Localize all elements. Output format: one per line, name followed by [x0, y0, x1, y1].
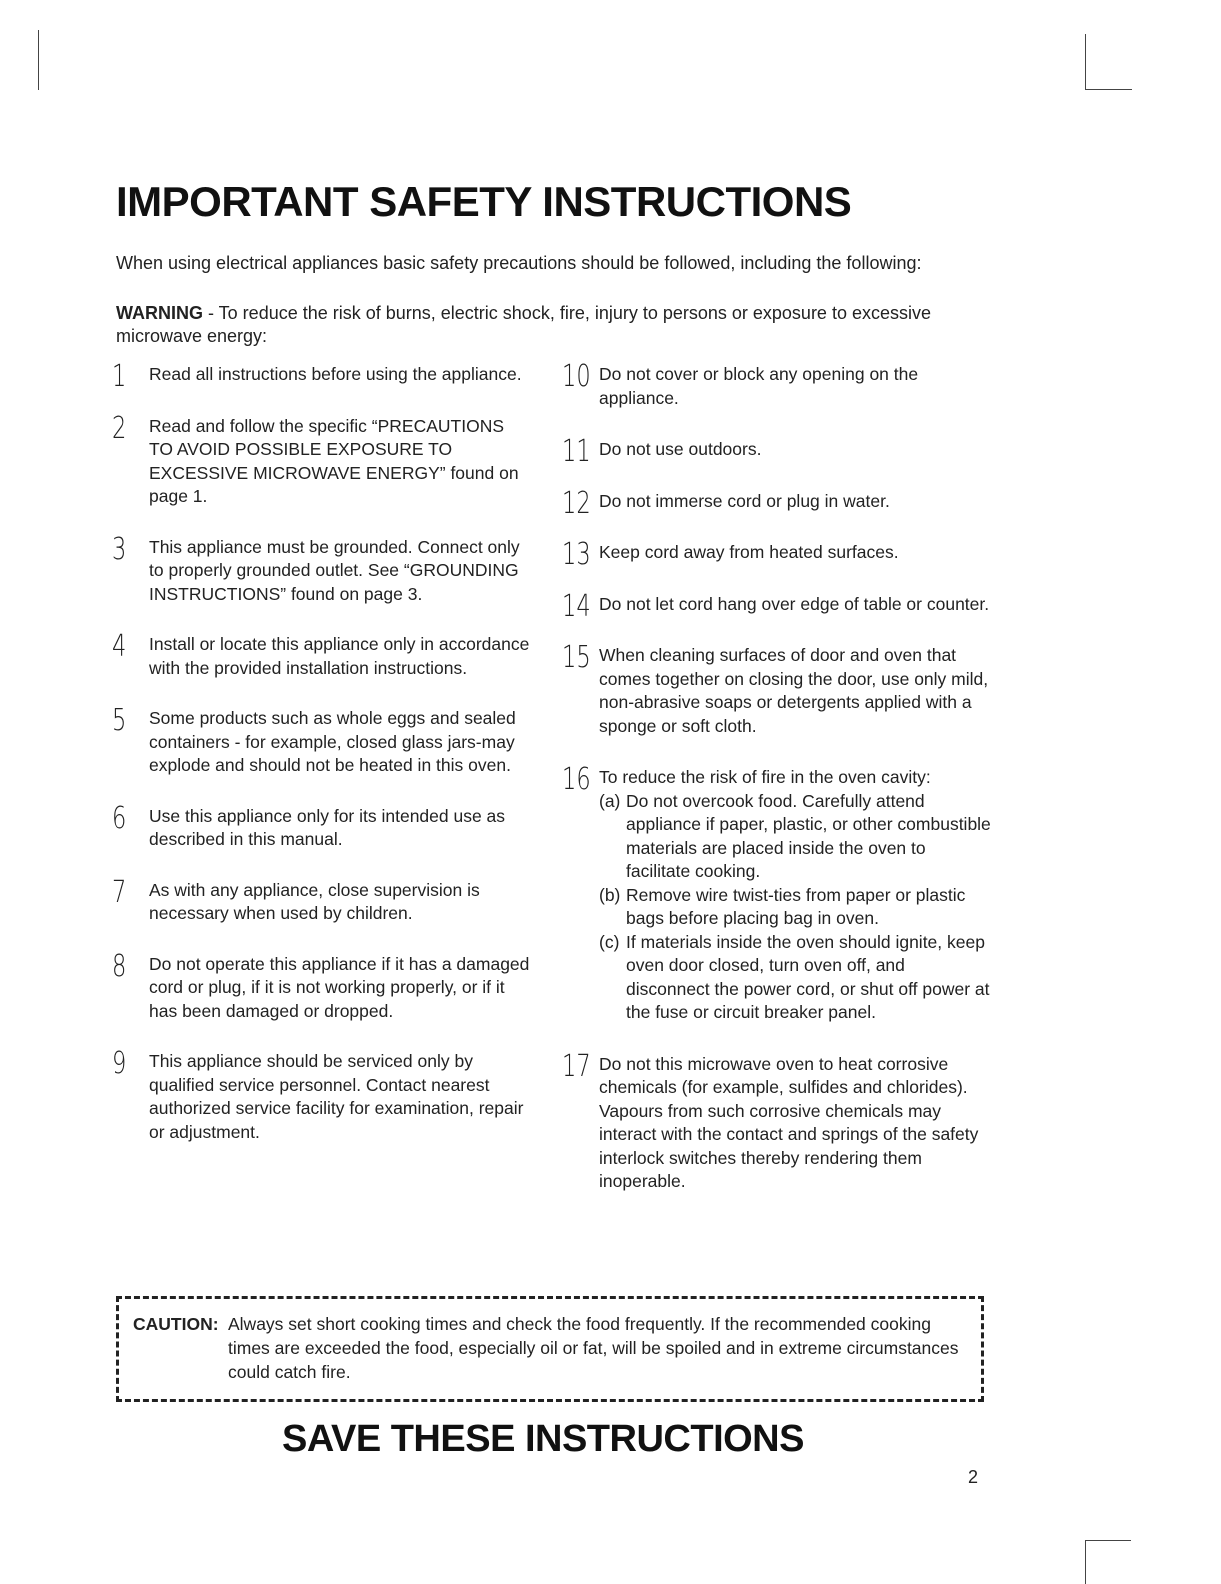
item-number: 17	[562, 1048, 591, 1084]
item-number: 10	[562, 359, 591, 394]
sub-item-marker: (b)	[599, 884, 621, 905]
item-text: This appliance must be grounded. Connect only to properly grounded outlet. See “GROUNDING INSTRUCTIONS” found on page 3.	[149, 536, 520, 604]
item-text: Use this appliance only for its intended use as described in this manual.	[149, 805, 506, 849]
item-text: Keep cord away from heated surfaces.	[599, 542, 899, 562]
list-item	[562, 762, 992, 1025]
sub-item-marker: (c)	[599, 931, 620, 952]
item-text: Do not this microwave oven to heat corrosive chemicals (for example, sulfides and chlorides). Vapours from such corrosive chemicals may interact with the contact and springs of the safety interlock switches thereby rendering them inoperable.	[599, 1053, 979, 1191]
item-text: Do not cover or block any opening on the appliance.	[599, 364, 919, 408]
warning-label: WARNING	[116, 303, 203, 323]
save-instructions-heading: SAVE THESE INSTRUCTIONS	[282, 1418, 804, 1460]
item-text: When cleaning surfaces of door and oven that comes together on closing the door, use only mild, non-abrasive soaps or detergents applied with a sponge or soft cloth.	[599, 645, 989, 736]
caution-box	[116, 1296, 984, 1402]
item-number: 7	[112, 874, 127, 910]
item-number: 9	[112, 1046, 127, 1081]
list-item	[112, 629, 532, 680]
scan-mark-top-left	[38, 30, 39, 90]
item-number: 1	[112, 359, 127, 394]
instructions-left-column	[112, 359, 532, 1144]
list-item	[112, 874, 532, 926]
list-item	[562, 485, 992, 521]
list-item	[562, 640, 992, 738]
list-item	[112, 359, 532, 394]
list-item	[112, 410, 532, 509]
item-number: 14	[562, 588, 591, 624]
item-number: 3	[112, 531, 127, 567]
item-text: As with any appliance, close supervision is necessary when used by children.	[149, 879, 480, 923]
item-text: Read all instructions before using the appliance.	[149, 364, 522, 384]
list-item	[112, 948, 532, 1024]
crop-mark-top-right-horizontal	[1085, 89, 1132, 90]
crop-mark-bottom-right-vertical	[1085, 1540, 1086, 1584]
item-text: Do not let cord hang over edge of table or counter.	[599, 593, 990, 614]
item-number: 11	[562, 434, 591, 469]
sub-item	[599, 931, 992, 1025]
list-item	[562, 1048, 992, 1194]
list-item	[112, 703, 532, 778]
item-text: Install or locate this appliance only in accordance with the provided installation instructions.	[149, 634, 530, 678]
sub-item-text: If materials inside the oven should ignite, keep oven door closed, turn oven off, and disconnect the power cord, or shut off power at the fuse or circuit breaker panel.	[626, 931, 990, 1022]
list-item	[112, 800, 532, 852]
page-number: 2	[968, 1467, 979, 1487]
instructions-right-column	[562, 359, 992, 1194]
list-item	[112, 1046, 532, 1144]
crop-mark-bottom-right-horizontal	[1085, 1540, 1131, 1541]
intro-text: When using electrical appliances basic safety precautions should be followed, including the following:	[116, 253, 922, 273]
item-number: 6	[112, 800, 127, 836]
caution-text: Always set short cooking times and check the food frequently. If the recommended cooking times are exceeded the food, especially oil or fat, will be spoiled and in extreme circumstances could catch fire.	[228, 1314, 959, 1382]
item-number: 12	[562, 485, 591, 521]
list-item	[562, 359, 992, 410]
page-title: IMPORTANT SAFETY INSTRUCTIONS	[116, 178, 852, 225]
crop-mark-top-right-vertical	[1085, 34, 1086, 90]
item-text: To reduce the risk of fire in the oven cavity:	[599, 767, 931, 787]
list-item	[562, 588, 992, 624]
item-number: 16	[562, 762, 591, 797]
item-number: 2	[112, 410, 127, 446]
list-item	[112, 531, 532, 607]
warning-paragraph	[116, 302, 976, 348]
item-number: 13	[562, 537, 591, 572]
warning-text: - To reduce the risk of burns, electric shock, fire, injury to persons or exposure to excessive microwave energy:	[116, 303, 931, 346]
item-number: 4	[112, 629, 127, 664]
item-text: This appliance should be serviced only by qualified service personnel. Contact nearest authorized service facility for examination, repair or adjustment.	[149, 1051, 524, 1142]
caution-label: CAUTION:	[133, 1314, 219, 1334]
sub-item	[599, 790, 992, 884]
sub-item-text: Do not overcook food. Carefully attend appliance if paper, plastic, or other combustible materials are placed inside the oven to facilitate cooking.	[626, 790, 991, 881]
item-text: Do not use outdoors.	[599, 439, 762, 459]
item-text: Some products such as whole eggs and sealed containers - for example, closed glass jars-may explode and should not be heated in this oven.	[149, 708, 516, 775]
caution-content	[133, 1312, 963, 1384]
sub-item-text: Remove wire twist-ties from paper or plastic bags before placing bag in oven.	[626, 884, 966, 928]
list-item	[562, 537, 992, 572]
item-text: Do not immerse cord or plug in water.	[599, 490, 890, 511]
item-number: 5	[112, 703, 127, 738]
sub-item	[599, 884, 992, 931]
sub-item-marker: (a)	[599, 790, 621, 811]
item-text: Do not operate this appliance if it has a damaged cord or plug, if it is not working properly, or if it has been damaged or dropped.	[149, 953, 530, 1021]
list-item	[562, 434, 992, 469]
item-number: 15	[562, 640, 591, 675]
item-number: 8	[112, 948, 127, 984]
item-text: Read and follow the specific “PRECAUTIONS TO AVOID POSSIBLE EXPOSURE TO EXCESSIVE MICROWAVE ENERGY” found on page 1.	[149, 415, 519, 506]
